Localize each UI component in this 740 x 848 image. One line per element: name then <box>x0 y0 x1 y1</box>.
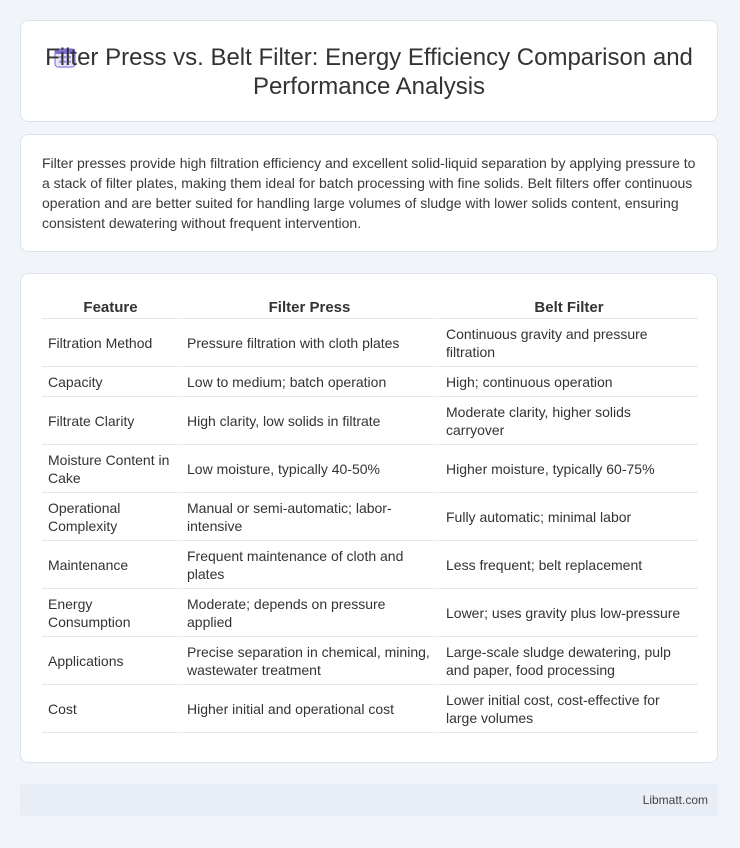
title-card <box>20 20 718 122</box>
feature-cell: Maintenance <box>42 541 179 589</box>
table-row <box>42 319 698 367</box>
filter-press-cell: Moderate; depends on pressure applied <box>179 589 438 637</box>
table-header-row <box>42 296 698 319</box>
feature-cell: Filtrate Clarity <box>42 397 179 445</box>
belt-filter-cell: Lower; uses gravity plus low-pressure <box>438 589 698 637</box>
filter-press-cell: Precise separation in chemical, mining, wastewater treatment <box>179 637 438 685</box>
table-row <box>42 367 698 397</box>
filter-press-cell: Low moisture, typically 40-50% <box>179 445 438 493</box>
belt-filter-cell: Continuous gravity and pressure filtration <box>438 319 698 367</box>
table-row <box>42 493 698 541</box>
intro-card <box>20 134 718 252</box>
belt-filter-cell: High; continuous operation <box>438 367 698 397</box>
column-header-feature: Feature <box>42 296 179 319</box>
table-row <box>42 541 698 589</box>
feature-cell: Applications <box>42 637 179 685</box>
feature-cell: Capacity <box>42 367 179 397</box>
belt-filter-cell: Higher moisture, typically 60-75% <box>438 445 698 493</box>
column-header-belt-filter: Belt Filter <box>438 296 698 319</box>
footer-site-link[interactable]: Libmatt.com <box>642 793 708 807</box>
filter-press-cell: Manual or semi-automatic; labor-intensive <box>179 493 438 541</box>
comparison-card <box>20 273 718 763</box>
filter-press-cell: Frequent maintenance of cloth and plates <box>179 541 438 589</box>
belt-filter-cell: Fully automatic; minimal labor <box>438 493 698 541</box>
filter-press-cell: Pressure filtration with cloth plates <box>179 319 438 367</box>
page-title: Filter Press vs. Belt Filter: Energy Efficiency Comparison and Performance Analysis <box>45 44 693 100</box>
table-row <box>42 397 698 445</box>
table-row <box>42 445 698 493</box>
belt-filter-cell: Moderate clarity, higher solids carryover <box>438 397 698 445</box>
footer <box>20 784 718 816</box>
feature-cell: Energy Consumption <box>42 589 179 637</box>
table-row <box>42 637 698 685</box>
feature-cell: Filtration Method <box>42 319 179 367</box>
filter-press-cell: Higher initial and operational cost <box>179 685 438 733</box>
filter-press-cell: Low to medium; batch operation <box>179 367 438 397</box>
belt-filter-cell: Lower initial cost, cost-effective for large volumes <box>438 685 698 733</box>
comparison-table <box>42 296 698 733</box>
feature-cell: Cost <box>42 685 179 733</box>
table-row <box>42 685 698 733</box>
table-row <box>42 589 698 637</box>
feature-cell: Moisture Content in Cake <box>42 445 179 493</box>
belt-filter-cell: Large-scale sludge dewatering, pulp and paper, food processing <box>438 637 698 685</box>
belt-filter-cell: Less frequent; belt replacement <box>438 541 698 589</box>
column-header-filter-press: Filter Press <box>179 296 438 319</box>
filter-press-cell: High clarity, low solids in filtrate <box>179 397 438 445</box>
feature-cell: Operational Complexity <box>42 493 179 541</box>
intro-paragraph: Filter presses provide high filtration efficiency and excellent solid-liquid separation by applying pressure to a stack of filter plates, making them ideal for batch processing with fine solids. Belt filters offer continuous operation and are better suited for handling large volumes of sludge with lower solids content, ensuring consistent dewatering without frequent intervention. <box>42 155 696 231</box>
